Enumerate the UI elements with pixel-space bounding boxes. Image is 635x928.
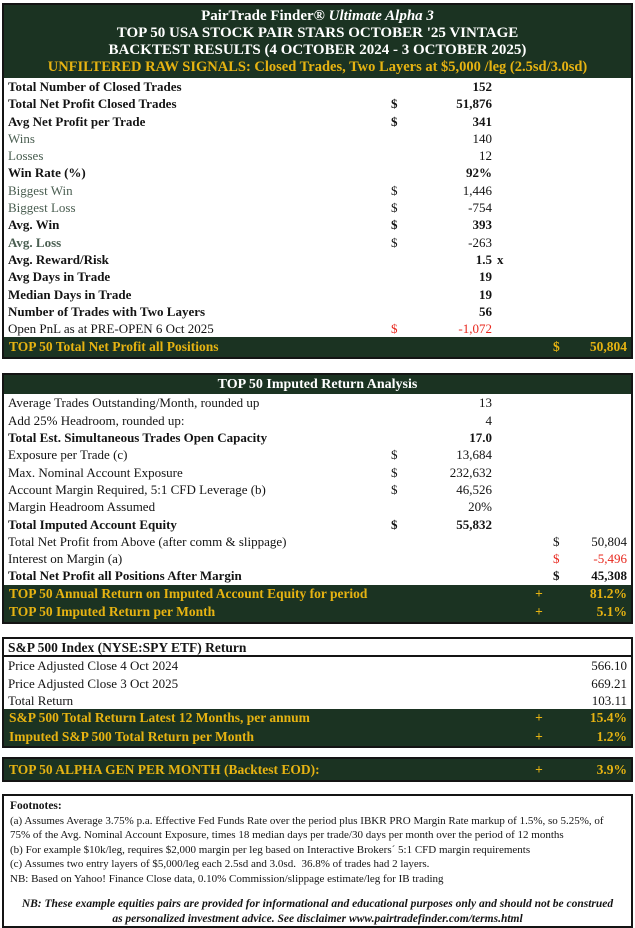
row-value: -263: [468, 234, 492, 250]
row-dollar: $: [391, 182, 398, 198]
footnote-line: NB: Based on Yahoo! Finance Close data, 0.10% Commission/slippage estimate/leg for IB trading: [10, 872, 444, 885]
row-label: Add 25% Headroom, rounded up:: [8, 412, 185, 428]
row-value: 46,526: [456, 481, 492, 497]
total-bar-dollar: $: [553, 339, 560, 355]
table-row: [4, 394, 631, 411]
row-label: Margin Headroom Assumed: [8, 499, 156, 515]
section-gap: [0, 624, 635, 637]
highlight-bar: [4, 709, 631, 728]
total-bar-label: TOP 50 Total Net Profit all Positions: [9, 339, 219, 355]
row-label: Avg Net Profit per Trade: [8, 113, 146, 129]
row-label: Total Net Profit Closed Trades: [8, 96, 177, 112]
row-label: Avg. Loss: [8, 234, 62, 250]
row-dollar: $: [391, 234, 398, 250]
row-value: 140: [472, 130, 492, 146]
report-title: [6, 8, 629, 25]
sp500-return-bars: [4, 709, 631, 746]
footnotes: [4, 796, 631, 926]
row-label: Total Return: [8, 692, 74, 708]
row-value: -754: [468, 200, 492, 216]
row-label: Losses: [8, 148, 44, 164]
row-dollar: $: [391, 113, 398, 129]
row-value: 17.0: [469, 430, 492, 446]
table-row: [4, 130, 631, 147]
total-bar-value: 50,804: [589, 339, 627, 355]
plus-sign: +: [535, 762, 543, 778]
row-dollar: $: [391, 217, 398, 233]
row-label: Avg Days in Trade: [8, 269, 111, 285]
row-value-right: 103.11: [591, 692, 627, 708]
section-gap: [0, 782, 635, 794]
imputed-return-box: [2, 373, 633, 623]
row-value-right: 566.10: [591, 658, 627, 674]
footnotes-title: Footnotes:: [10, 800, 62, 813]
row-label: Total Number of Closed Trades: [8, 79, 182, 94]
table-row: [4, 234, 631, 251]
sp500-table: [4, 657, 631, 709]
row-label: Biggest Win: [8, 182, 73, 198]
bar-value: 15.4%: [589, 710, 627, 726]
imputed-return-bars: [4, 585, 631, 622]
row-value: 92%: [466, 165, 492, 181]
row-value: 1.5: [475, 251, 492, 267]
disclaimer-note: NB: These example equities pairs are provided for informational and educational purposes only and should not be construed as personalized investment advice. See disclaimer www.pairtradefinder.com/terms.html: [21, 898, 614, 926]
row-value: -1,072: [458, 321, 492, 337]
table-row: [4, 498, 631, 515]
footnote-line: (a) Assumes Average 3.75% p.a. Effective Fed Funds Rate over the period plus IBKR PRO Margin Rate markup of 1.5%, so 5.25%, of 75% of the Avg. Nominal Account Exposure, times 18 median days per trade/30 days per month over the period of 12 months: [10, 814, 607, 842]
row-label: Exposure per Trade (c): [8, 447, 128, 463]
row-label: Wins: [8, 130, 35, 146]
table-row: [4, 147, 631, 164]
footnote-line: (b) For example $10k/leg, requires $2,000 margin per leg based on Interactive Brokers´ 5:1 CFD margin requirements: [10, 843, 531, 856]
table-row: [4, 268, 631, 285]
row-value: 51,876: [456, 96, 492, 112]
row-label: Avg. Win: [8, 217, 60, 233]
imputed-section-title: TOP 50 Imputed Return Analysis: [4, 375, 631, 394]
bar-label: S&P 500 Total Return Latest 12 Months, per annum: [9, 710, 310, 726]
bar-value: 5.1%: [596, 604, 627, 620]
table-row: [4, 412, 631, 429]
imputed-table: [4, 394, 631, 584]
row-label: Interest on Margin (a): [8, 551, 123, 567]
table-row: [4, 429, 631, 446]
row-label: Total Imputed Account Equity: [8, 516, 177, 532]
row-dollar: $: [391, 447, 398, 463]
report-signal-note: UNFILTERED RAW SIGNALS: Closed Trades, Two Layers at $5,000 /leg (2.5sd/3.0sd): [47, 59, 588, 75]
row-dollar-right: $: [553, 533, 560, 549]
alpha-gen-box: [2, 757, 633, 782]
row-dollar-right: $: [553, 551, 560, 567]
row-value: 20%: [468, 499, 492, 515]
row-label: Price Adjusted Close 4 Oct 2024: [8, 658, 179, 674]
summary-report-box: [2, 3, 633, 359]
table-row: [4, 446, 631, 463]
bar-value: 1.2%: [596, 728, 627, 744]
table-row: [4, 199, 631, 216]
table-row: [4, 182, 631, 199]
row-value: 12: [479, 148, 492, 164]
brand-name: PairTrade Finder®: [201, 8, 325, 24]
row-value: 56: [479, 303, 492, 319]
row-value-right: 50,804: [591, 533, 627, 549]
row-label: Median Days in Trade: [8, 286, 132, 302]
table-row: [4, 113, 631, 130]
row-value-right: 669.21: [591, 675, 627, 691]
report-subtitle-period: BACKTEST RESULTS (4 OCTOBER 2024 - 3 OCTOBER 2025): [108, 42, 527, 58]
highlight-bar: [4, 585, 631, 604]
row-value-right: -5,496: [593, 551, 627, 567]
sp500-section-title: S&P 500 Index (NYSE:SPY ETF) Return: [4, 639, 631, 658]
table-row: [4, 657, 631, 674]
row-label: Number of Trades with Two Layers: [8, 303, 206, 319]
row-dollar-right: $: [553, 568, 560, 584]
table-row: [4, 216, 631, 233]
highlight-bar: [4, 603, 631, 622]
row-dollar: $: [391, 321, 398, 337]
row-value: 4: [485, 412, 492, 428]
row-label: Account Margin Required, 5:1 CFD Leverage (b): [8, 481, 266, 497]
row-value: 232,632: [449, 464, 492, 480]
row-label: Biggest Loss: [8, 200, 76, 216]
footnotes-box: [2, 794, 633, 928]
row-dollar: $: [391, 96, 398, 112]
table-row: [4, 464, 631, 481]
row-dollar: $: [391, 481, 398, 497]
table-row: [4, 567, 631, 584]
total-net-profit-bar: [4, 337, 631, 357]
bar-label: TOP 50 Annual Return on Imputed Account Equity for period: [9, 585, 368, 601]
row-dollar: $: [391, 464, 398, 480]
section-gap: [0, 359, 635, 373]
table-row: [4, 164, 631, 181]
row-label: Open PnL as at PRE-OPEN 6 Oct 2025: [8, 321, 214, 337]
table-row: [4, 95, 631, 112]
table-row: [4, 320, 631, 337]
row-label: Win Rate (%): [8, 165, 86, 181]
row-label: Total Est. Simultaneous Trades Open Capacity: [8, 430, 268, 446]
alpha-bar-label: TOP 50 ALPHA GEN PER MONTH (Backtest EOD):: [9, 762, 320, 778]
row-value: 19: [479, 269, 492, 285]
footnote-lines: [10, 814, 625, 887]
plus-sign: +: [535, 710, 543, 726]
row-value: 19: [479, 286, 492, 302]
row-value-right: 45,308: [591, 568, 627, 584]
bar-label: Imputed S&P 500 Total Return per Month: [9, 728, 255, 744]
row-value: 1,446: [462, 182, 492, 198]
table-row: [4, 481, 631, 498]
table-row: [4, 516, 631, 533]
row-value: 55,832: [456, 516, 492, 532]
table-row: [4, 533, 631, 550]
row-label: Average Trades Outstanding/Month, rounded up: [8, 395, 260, 411]
summary-table: [4, 78, 631, 337]
table-row: [4, 692, 631, 709]
bar-value: 81.2%: [589, 585, 627, 601]
alpha-gen-bar: [4, 759, 631, 780]
plus-sign: +: [535, 728, 543, 744]
section-gap: [0, 748, 635, 757]
highlight-bar: [4, 728, 631, 747]
row-unit: x: [497, 251, 504, 267]
footnote-line: (c) Assumes two entry layers of $5,000/leg each 2.5sd and 3.0sd. 36.8% of trades had 2 layers.: [10, 858, 430, 871]
row-value: 13: [479, 395, 492, 411]
row-label: Price Adjusted Close 3 Oct 2025: [8, 675, 179, 691]
row-label: Total Net Profit all Positions After Margin: [8, 568, 242, 584]
row-label: Total Net Profit from Above (after comm & slippage): [8, 533, 287, 549]
table-row: [4, 286, 631, 303]
row-dollar: $: [391, 516, 398, 532]
row-value: 152: [472, 79, 492, 94]
product-name: Ultimate Alpha 3: [324, 8, 434, 24]
bar-label: TOP 50 Imputed Return per Month: [9, 604, 216, 620]
table-row: [4, 78, 631, 95]
row-label: Avg. Reward/Risk: [8, 251, 109, 267]
plus-sign: +: [535, 604, 543, 620]
table-row: [4, 550, 631, 567]
row-dollar: $: [391, 200, 398, 216]
alpha-bar-value: 3.9%: [596, 762, 627, 778]
row-value: 393: [472, 217, 492, 233]
row-value: 13,684: [456, 447, 492, 463]
sp500-box: [2, 637, 633, 748]
table-row: [4, 675, 631, 692]
report-header: [4, 5, 631, 78]
report-subtitle-vintage: TOP 50 USA STOCK PAIR STARS OCTOBER '25 VINTAGE: [116, 25, 519, 41]
plus-sign: +: [535, 585, 543, 601]
table-row: [4, 303, 631, 320]
table-row: [4, 251, 631, 268]
row-label: Max. Nominal Account Exposure: [8, 464, 183, 480]
row-value: 341: [472, 113, 492, 129]
